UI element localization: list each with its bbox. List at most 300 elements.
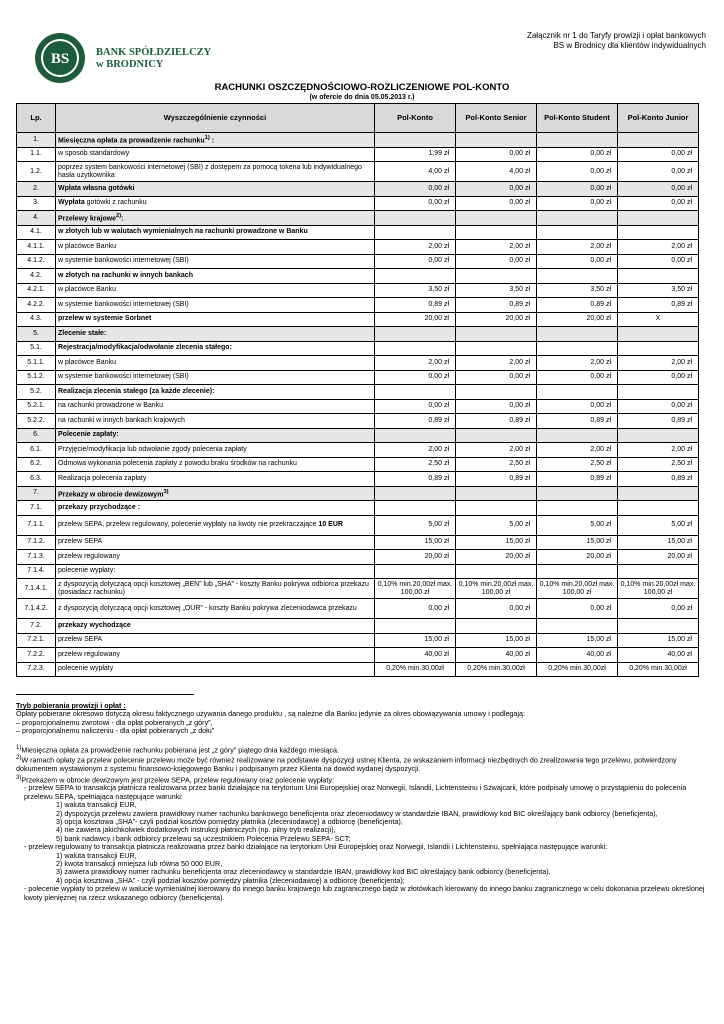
table-row: [17, 472, 699, 487]
row-description-text: własna gotówki: [80, 184, 135, 192]
col-header-pol-konto-senior: Pol-Konto Senior: [456, 104, 537, 133]
fee-pol-konto: 20,00 zł: [375, 550, 456, 565]
fee-pol-konto: [375, 269, 456, 284]
fee-pol-konto-junior: 0,00 zł: [618, 182, 699, 197]
footnote-1-text: Miesięczna opłata za prowadzenie rachunku pobierana jest „z góry” piątego dnia każdego miesiąca.: [21, 745, 339, 755]
list-item: 3) opcja kosztowa „SHA”- czyli podział kosztów pomiędzy płatnika (zleceniodawcę) a odbiorcę (beneficjenta),: [56, 817, 403, 827]
row-description-text: Polecenie zapłaty:: [58, 431, 119, 439]
row-number: 4.1.2.: [17, 254, 56, 269]
row-description-text: przekazy przychodzące :: [58, 503, 141, 511]
fee-pol-konto-junior: [618, 211, 699, 226]
row-description-text: w złotych na rachunki w innych bankach: [58, 271, 193, 279]
row-number: 7.2.3.: [17, 662, 56, 677]
fee-pol-konto-senior: 0,10% min.20,00zł max. 100,00 zł: [456, 579, 537, 599]
fee-pol-konto-senior: [456, 211, 537, 226]
row-footnote-ref: 2): [115, 213, 122, 220]
row-description: [56, 254, 375, 269]
fee-pol-konto: 0,89 zł: [375, 472, 456, 487]
payment-order-text: - polecenie wypłaty to przelew w walucie wymienialnej kierowany do innego banku krajowego lub zagranicznego bądź w złotówkach kierowany do innego banku zagranicznego w celu dokonania przelewu określonej kwoty pieniężnej na rzecz wskazanego odbiorcy (beneficjenta).: [24, 884, 705, 902]
fee-pol-konto: 2,00 zł: [375, 356, 456, 371]
fee-pol-konto: [375, 225, 456, 240]
fee-pol-konto-student: 2,00 zł: [537, 356, 618, 371]
fee-pol-konto-senior: 15,00 zł: [456, 535, 537, 550]
footnote-3-text: Przekazem w obrocie dewizowym jest przelew SEPA, przelew regulowany oraz polecenie wypłaty:: [21, 775, 334, 785]
row-description: [56, 535, 375, 550]
fee-pol-konto-senior: 0,00 zł: [456, 399, 537, 414]
row-description: [56, 599, 375, 619]
row-number: 6.2.: [17, 457, 56, 472]
list-item: 5) bank nadawcy i bank odbiorcy przelewu są uczestnikiem Polecenia Przelewu SEPA- SCT;: [56, 833, 351, 843]
fee-pol-konto-student: 0,00 zł: [537, 162, 618, 182]
fee-pol-konto-senior: 0,20% min.30,00zł: [456, 662, 537, 677]
fee-pol-konto-junior: 5,00 zł: [618, 515, 699, 535]
row-description-text: z dyspozycją dotyczącą opcji kosztowej „BEN” lub „SHA” - koszty Banku pokrywa odbiorca przekazu (posiadacz rachunku): [58, 580, 369, 596]
col-header-lp: Lp.: [17, 104, 56, 133]
table-row: [17, 225, 699, 240]
row-number: 7.1.: [17, 501, 56, 516]
fee-pol-konto-student: [537, 486, 618, 501]
fee-pol-konto-student: [537, 225, 618, 240]
fee-pol-konto-junior: 40,00 zł: [618, 648, 699, 663]
row-description: [56, 443, 375, 458]
row-description-text: w placówce Banku: [58, 242, 116, 250]
row-description-text: Zlecenie stałe:: [58, 329, 107, 337]
row-number: 4.2.: [17, 269, 56, 284]
table-row: [17, 162, 699, 182]
fee-pol-konto: 15,00 zł: [375, 535, 456, 550]
table-row: [17, 486, 699, 501]
table-row: [17, 564, 699, 579]
fee-pol-konto-senior: 0,00 zł: [456, 599, 537, 619]
row-number: 7.1.4.1.: [17, 579, 56, 599]
row-description: [56, 211, 375, 226]
row-description: [56, 240, 375, 255]
attachment-note: [527, 31, 706, 51]
sepa-conditions-list: [16, 801, 708, 843]
fee-pol-konto-junior: 2,00 zł: [618, 240, 699, 255]
attachment-line1: Załącznik nr 1 do Taryfy prowizji i opłat bankowych: [526, 31, 706, 40]
fee-pol-konto-junior: 15,00 zł: [618, 535, 699, 550]
fee-pol-konto: 20,00 zł: [375, 312, 456, 327]
row-number: 3.: [17, 196, 56, 211]
row-description-text: gotówki z rachunku: [84, 199, 147, 207]
fee-pol-konto: 0,00 zł: [375, 254, 456, 269]
fee-pol-konto: 3,50 zł: [375, 283, 456, 298]
fee-pol-konto-senior: [456, 133, 537, 148]
fee-pol-konto: 2,00 zł: [375, 240, 456, 255]
row-description: [56, 564, 375, 579]
fee-pol-konto: 1,99 zł: [375, 147, 456, 162]
fee-pol-konto: 0,89 zł: [375, 414, 456, 429]
row-number: 4.1.: [17, 225, 56, 240]
row-number: 4.3.: [17, 312, 56, 327]
list-item: 4) opcja kosztowa „SHA” - czyli podział kosztów pomiędzy płatnika (zleceniodawcę) a odbiorcę (beneficjenta);: [56, 875, 405, 885]
fee-pol-konto: [375, 486, 456, 501]
row-number: 7.1.4.: [17, 564, 56, 579]
row-description-text: polecenie wypłaty:: [58, 567, 116, 575]
fee-pol-konto: 0,10% min.20,00zł max. 100,00 zł: [375, 579, 456, 599]
fee-pol-konto-senior: 2,00 zł: [456, 443, 537, 458]
fee-pol-konto-senior: 0,89 zł: [456, 298, 537, 313]
fee-pol-konto-senior: 0,89 zł: [456, 472, 537, 487]
row-description-bold-tail: 10 EUR: [318, 521, 343, 528]
row-description: [56, 341, 375, 356]
row-description-text: w złotych lub w walutach wymienialnych na rachunki prowadzone w Banku: [58, 228, 308, 236]
row-number: 1.1.: [17, 147, 56, 162]
fee-pol-konto: [375, 211, 456, 226]
fee-pol-konto-senior: 0,00 zł: [456, 254, 537, 269]
row-description-suffix: :: [209, 137, 215, 145]
bank-name: [96, 47, 211, 71]
row-number: 7.1.2.: [17, 535, 56, 550]
fee-pol-konto-junior: [618, 225, 699, 240]
fee-pol-konto-student: 0,00 zł: [537, 196, 618, 211]
sepa-intro: - przelew SEPA to transakcja płatnicza realizowana przez banki działające na terytorium Unii Europejskiej oraz Norwegii, Islandii, Lichtensteinu i Szwajcarii, które podpisały umowę o przystąpieniu do polecenia przelewu SEPA, spełniająca następujące warunki:: [24, 783, 687, 801]
fee-pol-konto: [375, 327, 456, 342]
row-description: [56, 428, 375, 443]
regulated-intro: - przelew regulowany to transakcja płatnicza realizowana przez banki działające na terytorium Unii Europejskiej oraz Norwegii, Islandii i Lichtensteinu, spełniająca następujące warunki:: [24, 842, 608, 852]
fee-pol-konto: 5,00 zł: [375, 515, 456, 535]
fee-pol-konto: 0,00 zł: [375, 399, 456, 414]
page-title: RACHUNKI OSZCZĘDNOŚCIOWO-ROZLICZENIOWE POL-KONTO: [214, 82, 510, 93]
fee-pol-konto-senior: [456, 341, 537, 356]
fee-pol-konto-junior: 0,10% min.20,00zł max. 100,00 zł: [618, 579, 699, 599]
row-footnote-ref: 1): [204, 135, 210, 142]
fee-pol-konto-junior: X: [618, 312, 699, 327]
fee-pol-konto-student: 20,00 zł: [537, 312, 618, 327]
fee-pol-konto-junior: 2,50 zł: [618, 457, 699, 472]
list-item: 1) waluta transakcji EUR,: [56, 800, 137, 810]
row-description-text: Przekazy w obrocie dewizowym: [58, 490, 164, 498]
row-description-bold: Wypłata: [58, 199, 85, 207]
fee-pol-konto: 0,00 zł: [375, 182, 456, 197]
row-description: [56, 662, 375, 677]
row-number: 4.: [17, 211, 56, 226]
fee-pol-konto: 0,00 zł: [375, 599, 456, 619]
row-number: 1.: [17, 133, 56, 148]
notes-section: [16, 702, 708, 902]
fee-pol-konto-student: 3,50 zł: [537, 283, 618, 298]
table-row: [17, 599, 699, 619]
table-row: [17, 298, 699, 313]
table-row: [17, 211, 699, 226]
col-header-pol-konto-student: Pol-Konto Student: [537, 104, 618, 133]
fee-pol-konto-student: 0,89 zł: [537, 414, 618, 429]
fee-pol-konto-student: 0,00 zł: [537, 370, 618, 385]
fee-pol-konto-senior: 0,00 zł: [456, 196, 537, 211]
fee-pol-konto-senior: 40,00 zł: [456, 648, 537, 663]
logo-text: BS: [50, 51, 70, 67]
fee-pol-konto: 40,00 zł: [375, 648, 456, 663]
row-description: [56, 162, 375, 182]
row-description-text: Przelewy krajowe: [58, 215, 116, 223]
regulated-conditions-list: [16, 852, 708, 886]
tryb-heading: Tryb pobierania prowizji i opłat :: [16, 701, 126, 710]
row-description: [56, 486, 375, 501]
list-item: 2) kwota transakcji mniejsza lub równa 50 000 EUR,: [56, 859, 223, 869]
row-description: [56, 327, 375, 342]
row-description-text: Realizacja polecenia zapłaty: [58, 474, 147, 482]
fee-pol-konto: [375, 385, 456, 400]
row-number: 1.2.: [17, 162, 56, 182]
row-description-text: w systemie bankowości internetowej (SBI): [58, 373, 189, 381]
fee-pol-konto-student: 0,89 zł: [537, 472, 618, 487]
table-row: [17, 269, 699, 284]
row-description: [56, 182, 375, 197]
table-row: [17, 633, 699, 648]
table-row: [17, 240, 699, 255]
fee-pol-konto-junior: 0,89 zł: [618, 414, 699, 429]
footnote-2: $^{2)}$W ramach opłaty za przelew polecenie przelewu może być również realizowane na podstawie dyspozycji ustnej Klienta, ze wskazaniem informacji niezbędnych do zrealizowania tego przelewu, potwierdzony dokumentem wystawionym z systemu finansowo-księgowego Banku i podpisanym przez Klienta na dowód wydanej dyspozycji.: [16, 755, 677, 774]
row-description-text: na rachunki w innych bankach krajowych: [58, 416, 185, 424]
row-number: 7.2.1.: [17, 633, 56, 648]
row-description-text: przekazy wychodzące: [58, 621, 131, 629]
row-description: [56, 501, 375, 516]
row-description: [56, 147, 375, 162]
table-row: [17, 356, 699, 371]
fee-pol-konto-junior: 0,00 zł: [618, 254, 699, 269]
fee-pol-konto: [375, 564, 456, 579]
list-item: 1) waluta transakcji EUR,: [56, 850, 137, 860]
fee-pol-konto-junior: [618, 428, 699, 443]
tryb-text: Opłaty pobierane okresowo dotyczą okresu faktycznego używania danego produktu , są należne dla Banku jedynie za okres obowiązywania umowy i podlegają:: [16, 709, 526, 719]
tryb-item-1: – proporcjonalnemu zwrotowi - dla opłat pobieranych „z góry”,: [16, 717, 213, 727]
fee-pol-konto-junior: [618, 486, 699, 501]
fee-pol-konto-student: 20,00 zł: [537, 550, 618, 565]
fee-pol-konto-senior: 2,50 zł: [456, 457, 537, 472]
row-description: [56, 269, 375, 284]
row-description: [56, 283, 375, 298]
fee-pol-konto-student: 40,00 zł: [537, 648, 618, 663]
row-description: [56, 298, 375, 313]
fee-pol-konto: [375, 501, 456, 516]
fee-pol-konto-junior: [618, 133, 699, 148]
table-row: [17, 327, 699, 342]
fee-pol-konto-junior: [618, 327, 699, 342]
footnote-2-text: W ramach opłaty za przelew polecenie przelewu może być również realizowane na podstawie dyspozycji ustnej Klienta, ze wskazaniem informacji niezbędnych do zrealizowania tego przelewu, potwierdzony dokumentem wystawionym z systemu finansowo-księgowego Banku i podpisanym przez Klienta na dowód wydanej dyspozycji.: [16, 755, 677, 774]
fee-pol-konto-student: [537, 327, 618, 342]
row-description: [56, 356, 375, 371]
fee-pol-konto-junior: 2,00 zł: [618, 443, 699, 458]
fee-pol-konto: [375, 619, 456, 634]
table-row: [17, 399, 699, 414]
list-item: 3) zawiera prawidłowy numer rachunku beneficjenta oraz zleceniodawcy w standardzie IBAN, prawidłowy kod BIC określający bank odbiorcy (beneficjenta),: [56, 867, 551, 877]
table-row: [17, 133, 699, 148]
fee-pol-konto-student: [537, 385, 618, 400]
fee-pol-konto-student: 0,89 zł: [537, 298, 618, 313]
fee-pol-konto-student: 15,00 zł: [537, 535, 618, 550]
fee-pol-konto-student: 0,20% min.30,00zł: [537, 662, 618, 677]
fee-pol-konto-junior: 0,00 zł: [618, 599, 699, 619]
row-description: [56, 472, 375, 487]
fee-pol-konto-senior: [456, 225, 537, 240]
row-number: 4.2.1.: [17, 283, 56, 298]
fee-pol-konto-senior: [456, 564, 537, 579]
fee-pol-konto-student: [537, 269, 618, 284]
fee-pol-konto-junior: 0,00 zł: [618, 162, 699, 182]
fee-pol-konto-senior: 15,00 zł: [456, 633, 537, 648]
fee-pol-konto-student: 2,00 zł: [537, 443, 618, 458]
fee-pol-konto-junior: [618, 341, 699, 356]
list-item: 4) nie zawiera jakichkolwiek dodatkowych instrukcji płatniczych (np. pilny tryb realizacji),: [56, 825, 336, 835]
fee-pol-konto-senior: [456, 269, 537, 284]
fee-pol-konto-senior: 3,50 zł: [456, 283, 537, 298]
row-number: 5.: [17, 327, 56, 342]
table-row: [17, 312, 699, 327]
row-description: [56, 515, 375, 535]
table-row: [17, 457, 699, 472]
fee-pol-konto-student: [537, 211, 618, 226]
fee-pol-konto-student: [537, 501, 618, 516]
row-description: [56, 648, 375, 663]
fee-pol-konto: 0,00 zł: [375, 196, 456, 211]
fee-pol-konto-senior: [456, 501, 537, 516]
row-number: 4.1.1.: [17, 240, 56, 255]
row-description-text: przelew SEPA: [58, 636, 103, 644]
fee-pol-konto-senior: 2,00 zł: [456, 356, 537, 371]
fee-pol-konto-junior: [618, 385, 699, 400]
row-number: 5.1.1.: [17, 356, 56, 371]
fee-pol-konto-senior: 5,00 zł: [456, 515, 537, 535]
row-description-text: poprzez system bankowości internetowej (SBI) z dostępem za pomocą tokena lub indywidualnego hasła użytkownika: [58, 163, 362, 179]
page-subtitle: (w ofercie do dnia 05.05.2013 r.): [309, 94, 415, 101]
fee-pol-konto-junior: 20,00 zł: [618, 550, 699, 565]
row-number: 5.2.1.: [17, 399, 56, 414]
fee-pol-konto: [375, 428, 456, 443]
fee-pol-konto-junior: 0,89 zł: [618, 298, 699, 313]
row-description: [56, 133, 375, 148]
row-description-text: przelew w systemie Sorbnet: [58, 315, 152, 323]
fee-pol-konto: 0,00 zł: [375, 370, 456, 385]
bank-name-line2: w BRODNICY: [96, 59, 164, 70]
row-footnote-ref: 3): [163, 488, 169, 495]
footnote-1: $^{1)}$Miesięczna opłata za prowadzenie rachunku pobierana jest „z góry” piątego dnia każdego miesiąca.: [16, 744, 339, 755]
row-description-text: w sposób standardowy: [58, 150, 130, 158]
row-description-bold: Wpłata: [58, 184, 81, 192]
tryb-item-2: – proporcjonalnemu naliczeniu - dla opłat pobieranych „z dołu”: [16, 726, 215, 736]
row-number: 7.1.4.2.: [17, 599, 56, 619]
bank-logo: [34, 32, 86, 84]
fee-pol-konto-student: [537, 619, 618, 634]
table-row: [17, 619, 699, 634]
row-description: [56, 399, 375, 414]
fee-pol-konto-student: 0,10% min.20,00zł max. 100,00 zł: [537, 579, 618, 599]
table-row: [17, 385, 699, 400]
fee-pol-konto-senior: 0,00 zł: [456, 147, 537, 162]
fee-pol-konto-senior: 0,00 zł: [456, 370, 537, 385]
fee-pol-konto-student: 5,00 zł: [537, 515, 618, 535]
row-number: 6.3.: [17, 472, 56, 487]
fee-pol-konto-student: 0,00 zł: [537, 182, 618, 197]
fee-pol-konto-junior: [618, 619, 699, 634]
row-description: [56, 414, 375, 429]
fee-pol-konto-senior: 2,00 zł: [456, 240, 537, 255]
table-row: [17, 283, 699, 298]
fee-pol-konto-senior: 20,00 zł: [456, 312, 537, 327]
fee-pol-konto: 4,00 zł: [375, 162, 456, 182]
fee-pol-konto-student: 2,00 zł: [537, 240, 618, 255]
fee-pol-konto-student: [537, 428, 618, 443]
fee-pol-konto: 2,00 zł: [375, 443, 456, 458]
fee-pol-konto-student: 0,00 zł: [537, 399, 618, 414]
row-number: 2.: [17, 182, 56, 197]
fee-pol-konto-senior: [456, 385, 537, 400]
row-number: 5.1.2.: [17, 370, 56, 385]
fee-pol-konto-junior: [618, 501, 699, 516]
fee-pol-konto-senior: 20,00 zł: [456, 550, 537, 565]
row-description-text: przelew regulowany: [58, 650, 120, 658]
row-number: 6.1.: [17, 443, 56, 458]
fee-pol-konto: 0,20% min.30,00zł: [375, 662, 456, 677]
table-row: [17, 443, 699, 458]
fees-table: [16, 103, 699, 677]
fee-pol-konto-junior: 3,50 zł: [618, 283, 699, 298]
bank-name-line1: BANK SPÓŁDZIELCZY: [96, 47, 212, 58]
row-number: 7.2.2.: [17, 648, 56, 663]
row-description: [56, 196, 375, 211]
fee-pol-konto-junior: 0,00 zł: [618, 196, 699, 211]
table-row: [17, 648, 699, 663]
row-description-text: przelew SEPA: [58, 538, 103, 546]
row-number: 7.1.1.: [17, 515, 56, 535]
row-description: [56, 633, 375, 648]
fee-pol-konto-student: 0,00 zł: [537, 147, 618, 162]
fee-pol-konto-junior: 2,00 zł: [618, 356, 699, 371]
fee-pol-konto-senior: 4,00 zł: [456, 162, 537, 182]
row-description: [56, 550, 375, 565]
table-row: [17, 370, 699, 385]
fee-pol-konto-junior: [618, 269, 699, 284]
table-row: [17, 428, 699, 443]
row-description-text: przelew regulowany: [58, 552, 120, 560]
row-number: 7.2.: [17, 619, 56, 634]
fee-pol-konto-junior: 0,89 zł: [618, 472, 699, 487]
fee-pol-konto-junior: 15,00 zł: [618, 633, 699, 648]
row-description-text: Rejestracja/modyfikacja/odwołanie zlecenia stałego:: [58, 344, 232, 352]
fee-pol-konto: [375, 133, 456, 148]
row-description: [56, 619, 375, 634]
row-number: 5.2.: [17, 385, 56, 400]
table-row: [17, 147, 699, 162]
fee-pol-konto-student: [537, 341, 618, 356]
row-number: 6.: [17, 428, 56, 443]
table-row: [17, 515, 699, 535]
row-number: 7.: [17, 486, 56, 501]
fee-pol-konto-student: [537, 133, 618, 148]
fee-pol-konto-senior: [456, 619, 537, 634]
fee-pol-konto: [375, 341, 456, 356]
fee-pol-konto-senior: 0,00 zł: [456, 182, 537, 197]
fee-pol-konto: 2,50 zł: [375, 457, 456, 472]
fee-pol-konto-junior: 0,20% min.30,00zł: [618, 662, 699, 677]
col-header-pol-konto: Pol-Konto: [375, 104, 456, 133]
row-description-text: w systemie bankowości internetowej (SBI): [58, 257, 189, 265]
table-row: [17, 550, 699, 565]
row-description-text: Miesięczna opłata za prowadzenie rachunku: [58, 137, 205, 145]
fee-pol-konto-student: 0,00 zł: [537, 599, 618, 619]
list-item: 2) dyspozycja przelewu zawiera prawidłowy numer rachunku bankowego beneficjenta oraz zleceniodawcy w standardzie IBAN, prawidłowy kod BIC określający bank odbiorcy (beneficjenta),: [56, 808, 658, 818]
col-header-pol-konto-junior: Pol-Konto Junior: [618, 104, 699, 133]
row-number: 5.1.: [17, 341, 56, 356]
table-row: [17, 182, 699, 197]
row-number: 5.2.2.: [17, 414, 56, 429]
row-description-text: w systemie bankowości internetowej (SBI): [58, 300, 189, 308]
fee-pol-konto: 15,00 zł: [375, 633, 456, 648]
row-description-text: Realizacja zlecenia stałego (za każde zlecenie):: [58, 387, 215, 395]
table-row: [17, 341, 699, 356]
row-description-text: z dyspozycją dotyczącą opcji kosztowej „OUR” - koszty Banku pokrywa zleceniodawca przekazu: [58, 604, 357, 612]
table-header-row: [17, 104, 699, 133]
